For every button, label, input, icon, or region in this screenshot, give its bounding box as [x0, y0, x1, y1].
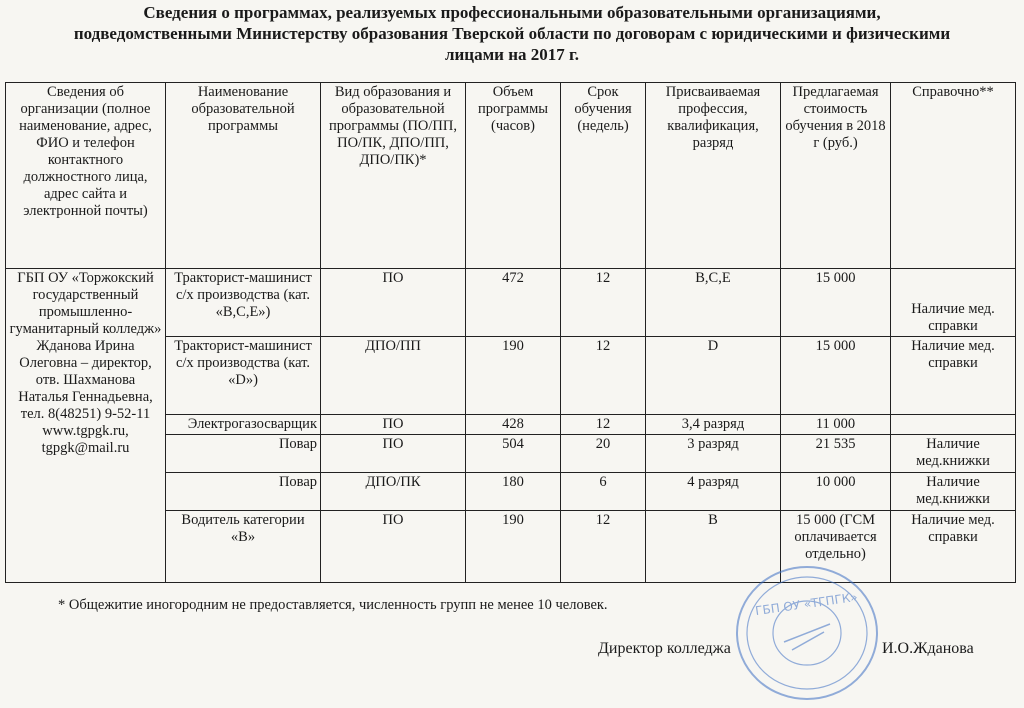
cell-weeks: 12 [561, 415, 646, 435]
header-hours: Объем программы (часов) [466, 83, 561, 269]
org-director: Жданова Ирина Олеговна – директор, [19, 338, 152, 371]
header-program-name: Наименование образовательной программы [166, 83, 321, 269]
cell-type: ПО [321, 435, 466, 473]
cell-type: ПО [321, 511, 466, 583]
cell-weeks: 12 [561, 511, 646, 583]
header-organization: Сведения об организации (полное наименование, адрес, ФИО и телефон контактного должностного лица, адрес сайта и электронной почты) [6, 83, 166, 269]
cell-type: ПО [321, 415, 466, 435]
cell-note: Наличие мед.книжки [891, 435, 1016, 473]
cell-program: Повар [166, 473, 321, 511]
cell-type: ДПО/ПП [321, 337, 466, 415]
cell-hours: 190 [466, 337, 561, 415]
table-row [6, 269, 1016, 337]
stamp-text: ГБП ОУ «ТГПГК» [754, 589, 859, 619]
cell-weeks: 12 [561, 337, 646, 415]
signature-position: Директор колледжа [598, 640, 731, 657]
header-weeks: Срок обучения (недель) [561, 83, 646, 269]
title-line-1: Сведения о программах, реализуемых профессиональными образовательными организациями, [143, 3, 881, 22]
header-qualification: Присваиваемая профессия, квалификация, разряд [646, 83, 781, 269]
cell-note: Наличие мед. справки [891, 511, 1016, 583]
cell-qualification: 3,4 разряд [646, 415, 781, 435]
cell-qualification: B,C,E [646, 269, 781, 337]
cell-type: ДПО/ПК [321, 473, 466, 511]
cell-type: ПО [321, 269, 466, 337]
cell-program: Повар [166, 435, 321, 473]
cell-qualification: B [646, 511, 781, 583]
cell-weeks: 12 [561, 269, 646, 337]
cell-cost: 15 000 (ГСМ оплачивается отдельно) [781, 511, 891, 583]
footnote: * Общежитие иногородним не предоставляется, численность групп не менее 10 человек. [58, 597, 608, 613]
signature-name: И.О.Жданова [882, 640, 974, 657]
org-responsible: отв. Шахманова Наталья Геннадьевна, [18, 372, 153, 405]
cell-program: Водитель категории «B» [166, 511, 321, 583]
cell-cost: 11 000 [781, 415, 891, 435]
cell-cost: 21 535 [781, 435, 891, 473]
programs-table [5, 82, 1016, 583]
title-line-2: подведомственными Министерству образования Тверской области по договорам с юридическими и физическими [73, 24, 951, 43]
org-name: ГБП ОУ «Торжокский государственный промышленно-гуманитарный колледж» [9, 270, 162, 337]
document-title [0, 2, 1024, 65]
cell-program: Электрогазосварщик [166, 415, 321, 435]
cell-hours: 190 [466, 511, 561, 583]
title-line-3: лицами на 2017 г. [444, 45, 580, 64]
header-education-type: Вид образования и образовательной программы (ПО/ПП, ПО/ПК, ДПО/ПП, ДПО/ПК)* [321, 83, 466, 269]
cell-note: Наличие мед.книжки [891, 473, 1016, 511]
cell-qualification: D [646, 337, 781, 415]
stamp-seal [732, 562, 882, 704]
cell-note: Наличие мед. справки [891, 337, 1016, 415]
cell-weeks: 6 [561, 473, 646, 511]
cell-cost: 10 000 [781, 473, 891, 511]
org-phone: тел. 8(48251) 9-52-11 [20, 406, 151, 422]
cell-cost: 15 000 [781, 337, 891, 415]
cell-hours: 428 [466, 415, 561, 435]
cell-qualification: 4 разряд [646, 473, 781, 511]
cell-weeks: 20 [561, 435, 646, 473]
cell-qualification: 3 разряд [646, 435, 781, 473]
cell-hours: 472 [466, 269, 561, 337]
header-cost: Предлагаемая стоимость обучения в 2018 г (руб.) [781, 83, 891, 269]
cell-program: Тракторист-машинист с/х производства (кат. «B,C,E») [166, 269, 321, 337]
org-site: www.tgpgk.ru, [42, 423, 129, 439]
cell-note: Наличие мед. справки [891, 269, 1016, 337]
org-email: tgpgk@mail.ru [41, 440, 130, 456]
table-header-row [6, 83, 1016, 269]
cell-cost: 15 000 [781, 269, 891, 337]
cell-note [891, 415, 1016, 435]
organization-cell [6, 269, 166, 583]
header-note: Справочно** [891, 83, 1016, 269]
cell-hours: 504 [466, 435, 561, 473]
cell-program: Тракторист-машинист с/х производства (кат. «D») [166, 337, 321, 415]
cell-hours: 180 [466, 473, 561, 511]
